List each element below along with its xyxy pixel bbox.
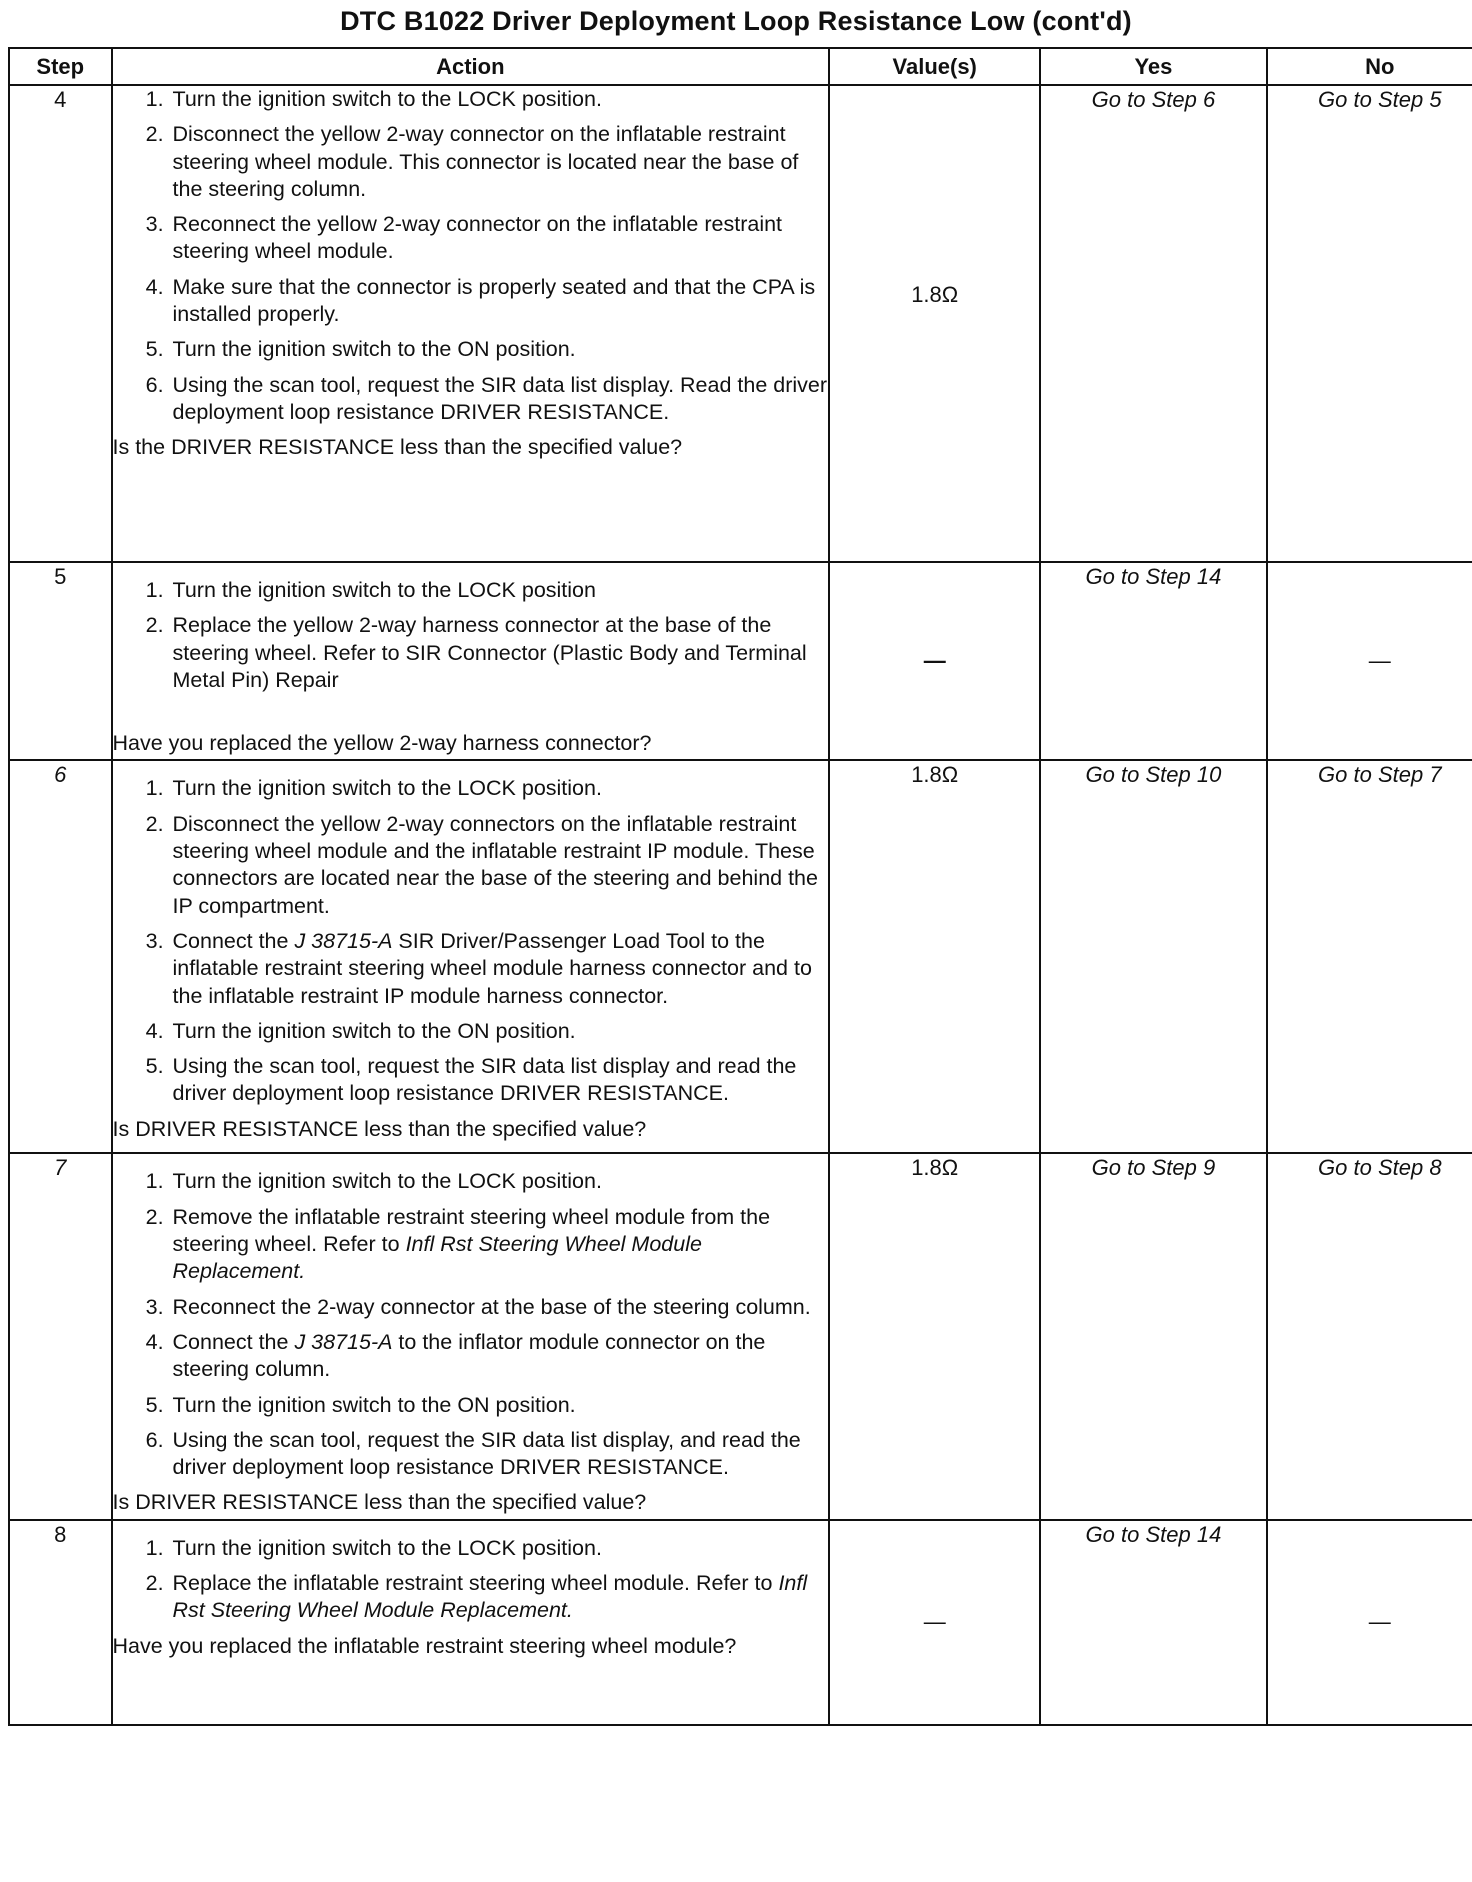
question-text: Is DRIVER RESISTANCE less than the specified value? [112, 1116, 647, 1141]
table-row-step-7 [9, 1153, 1472, 1519]
question-text: Have you replaced the inflatable restraint steering wheel module? [112, 1633, 737, 1658]
action-text: Connect the [172, 928, 295, 953]
value-cell: 1.8Ω [829, 760, 1040, 1153]
question-text: Is DRIVER RESISTANCE less than the specified value? [112, 1490, 647, 1515]
tool-reference-link: J 38715-A [294, 1329, 393, 1354]
action-item: 2. Replace the yellow 2-way harness connector at the base of the steering wheel. Refer to SIR Connector (Plastic Body and Terminal Metal Pin) Repair [170, 612, 829, 694]
action-item: 2. Disconnect the yellow 2-way connector on the inflatable restraint steering wheel module. This connector is located near the base of the steering column. [170, 121, 829, 203]
table-header-row [9, 48, 1472, 85]
value-cell: — [829, 562, 1040, 760]
action-item: 5. Turn the ignition switch to the ON position. [170, 336, 829, 363]
yes-cell: Go to Step 14 [1040, 1520, 1266, 1725]
action-item [170, 928, 829, 1010]
action-item [170, 1329, 829, 1384]
action-list [113, 1535, 829, 1625]
no-cell: Go to Step 5 [1267, 85, 1472, 562]
action-item: 1. Turn the ignition switch to the LOCK position. [170, 775, 829, 802]
table-row-step-8 [9, 1520, 1472, 1725]
header-values: Value(s) [829, 48, 1040, 85]
step-number: 7 [9, 1153, 112, 1519]
action-item: 5. Using the scan tool, request the SIR data list display and read the driver deployment loop resistance DRIVER RESISTANCE. [170, 1053, 829, 1108]
action-text: Remove the inflatable restraint steering wheel module from the steering wheel. Refer to [172, 1204, 771, 1257]
no-cell: Go to Step 8 [1267, 1153, 1472, 1519]
action-item: 1. Turn the ignition switch to the LOCK position. [170, 86, 829, 113]
action-cell [112, 1153, 830, 1519]
action-item [170, 1204, 829, 1286]
header-yes: Yes [1040, 48, 1266, 85]
action-item: 2. Disconnect the yellow 2-way connectors on the inflatable restraint steering wheel module and the inflatable restraint IP module. These connectors are located near the base of the steering and behind the IP compartment. [170, 811, 829, 920]
action-item: 4. Make sure that the connector is properly seated and that the CPA is installed properly. [170, 274, 829, 329]
value-cell: 1.8Ω [829, 85, 1040, 562]
question-text: Have you replaced the yellow 2-way harness connector? [112, 731, 652, 756]
action-cell [112, 760, 830, 1153]
yes-cell: Go to Step 14 [1040, 562, 1266, 760]
question-text: Is the DRIVER RESISTANCE less than the specified value? [112, 435, 683, 460]
header-step: Step [9, 48, 112, 85]
action-item: 5. Turn the ignition switch to the ON position. [170, 1392, 829, 1419]
diagnostic-table [8, 47, 1472, 1726]
no-cell: Go to Step 7 [1267, 760, 1472, 1153]
table-row-step-6 [9, 760, 1472, 1153]
step-number: 6 [9, 760, 112, 1153]
step-number: 5 [9, 562, 112, 760]
header-action: Action [112, 48, 830, 85]
value-cell: — [829, 1520, 1040, 1725]
action-item: 1. Turn the ignition switch to the LOCK position. [170, 1535, 829, 1562]
table-row-step-4 [9, 85, 1472, 562]
value-cell: 1.8Ω [829, 1153, 1040, 1519]
no-cell: — [1267, 1520, 1472, 1725]
procedure-reference-link: Infl Rst Steering Wheel Module Replacement. [172, 1232, 702, 1284]
page-title: DTC B1022 Driver Deployment Loop Resistance Low (cont'd) [340, 6, 1132, 36]
action-list [113, 577, 829, 694]
header-no: No [1267, 48, 1472, 85]
action-item: 3. Reconnect the 2-way connector at the base of the steering column. [170, 1294, 829, 1321]
procedure-reference-link: Infl Rst Steering Wheel Module Replacement. [172, 1571, 808, 1623]
yes-cell: Go to Step 10 [1040, 760, 1266, 1153]
action-text: SIR Driver/Passenger Load Tool to the inflatable restraint steering wheel module harness connector and to the inflatable restraint IP module harness connector. [172, 928, 812, 1008]
action-item: 4. Turn the ignition switch to the ON position. [170, 1018, 829, 1045]
tool-reference-link: J 38715-A [294, 928, 393, 953]
action-list [113, 775, 829, 1107]
action-text: Replace the inflatable restraint steering wheel module. Refer to [172, 1571, 779, 1596]
step-number: 4 [9, 85, 112, 562]
action-item [170, 1570, 829, 1625]
action-cell [112, 85, 830, 562]
no-cell: — [1267, 562, 1472, 760]
action-item: 6. Using the scan tool, request the SIR data list display, and read the driver deployment loop resistance DRIVER RESISTANCE. [170, 1427, 829, 1482]
action-text: to the inflator module connector on the steering column. [172, 1329, 766, 1382]
action-item: 1. Turn the ignition switch to the LOCK position. [170, 1168, 829, 1195]
table-row-step-5 [9, 562, 1472, 760]
yes-cell: Go to Step 9 [1040, 1153, 1266, 1519]
action-item: 6. Using the scan tool, request the SIR data list display. Read the driver deployment loop resistance DRIVER RESISTANCE. [170, 372, 829, 427]
yes-cell: Go to Step 6 [1040, 85, 1266, 562]
step-number: 8 [9, 1520, 112, 1725]
action-item: 1. Turn the ignition switch to the LOCK position [170, 577, 829, 604]
action-text: Connect the [172, 1329, 295, 1354]
action-cell [112, 562, 830, 760]
action-item: 3. Reconnect the yellow 2-way connector on the inflatable restraint steering wheel module. [170, 211, 829, 266]
action-list [113, 86, 829, 426]
action-cell [112, 1520, 830, 1725]
action-list [113, 1168, 829, 1481]
